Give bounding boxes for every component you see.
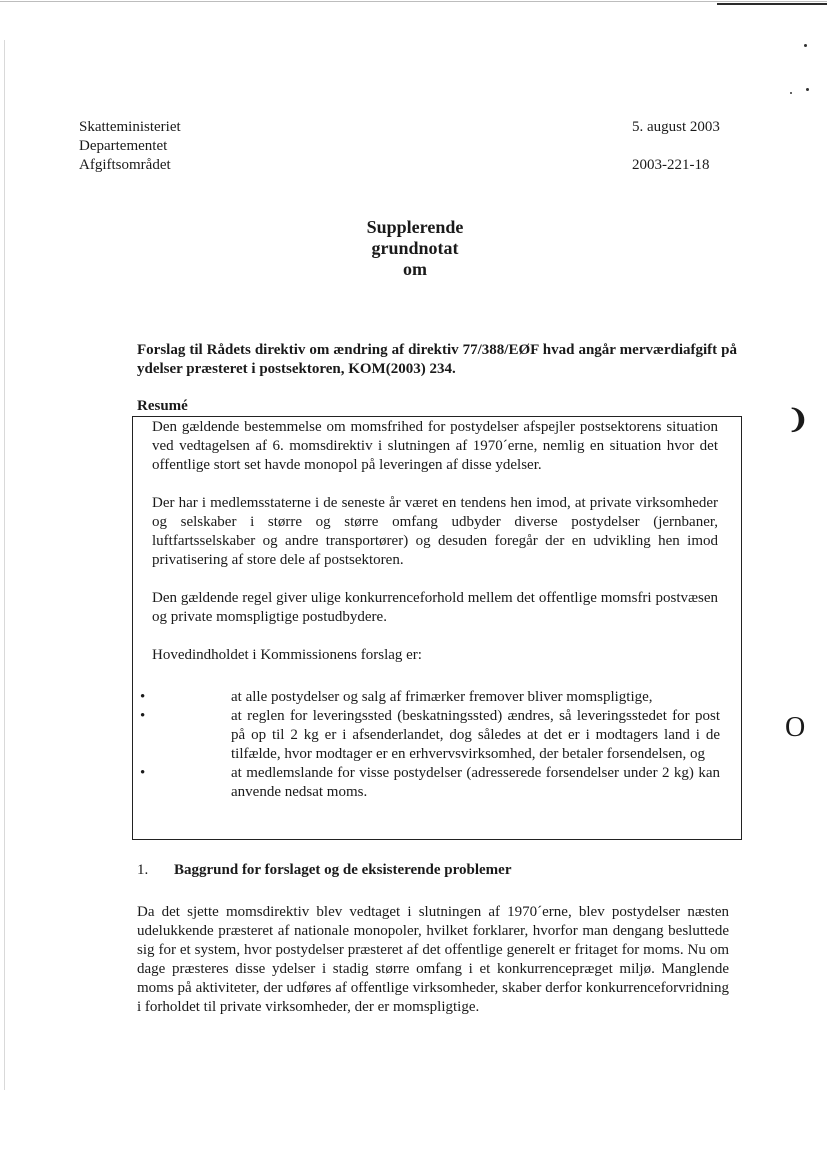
- resume-heading: Resumé: [137, 398, 188, 414]
- resume-paragraph: Den gældende regel giver ulige konkurrenceforhold mellem det offentlige momsfri postvæsen og private momspligtige postudbydere.: [152, 590, 718, 625]
- title-line: om: [403, 259, 427, 279]
- scan-edge-mark: [717, 3, 827, 5]
- handwritten-margin-mark: O: [785, 712, 806, 743]
- scan-edge-top: [0, 1, 827, 2]
- department-name: Departementet: [79, 138, 168, 154]
- handwritten-margin-mark: ❩: [787, 405, 809, 434]
- document-title: [250, 217, 580, 280]
- list-item: [140, 707, 720, 764]
- proposal-bullet-list: [140, 688, 720, 802]
- bullet-icon: •: [140, 765, 146, 781]
- bullet-icon: •: [140, 708, 146, 724]
- resume-paragraph: Hovedindholdet i Kommissionens forslag er:: [152, 647, 422, 663]
- section-title: Baggrund for forslaget og de eksisterende problemer: [174, 862, 512, 878]
- area-name: Afgiftsområdet: [79, 157, 171, 173]
- scan-speck: [790, 92, 792, 94]
- title-line: grundnotat: [371, 238, 459, 258]
- section-heading: [137, 862, 511, 879]
- list-item: [140, 764, 720, 802]
- resume-paragraph: Den gældende bestemmelse om momsfrihed for postydelser afspejler postsektorens situation ved vedtagelsen af 6. momsdirektiv i slutningen af 1970´erne, nemlig en situation hvor det offentlige stort set havde monopol på leveringen af disse ydelser.: [152, 419, 718, 473]
- bullet-text: at alle postydelser og salg af frimærker fremover bliver momspligtige,: [231, 689, 653, 705]
- bullet-icon: •: [140, 689, 146, 705]
- resume-paragraph: Der har i medlemsstaterne i de seneste år været en tendens hen imod, at private virksomheder og selskaber i større og større omfang udbyder diverse postydelser (jernbaner, luftfartsselskaber og andre transportører) og desuden foregår der en udvikling hen imod privatisering af store dele af postsektoren.: [152, 495, 718, 568]
- document-date: 5. august 2003: [632, 119, 720, 135]
- ministry-name: Skatteministeriet: [79, 119, 181, 135]
- scan-edge-left: [4, 40, 5, 1090]
- document-reference: 2003-221-18: [632, 157, 710, 173]
- list-item: [140, 688, 720, 707]
- bullet-text: at reglen for leveringssted (beskatningssted) ændres, så leveringsstedet for post på op til 2 kg er i afsenderlandet, dog således at det er i modtagers land i de tilfælde, hvor modtager er en erhvervsvirksomhed, der betaler forsendelsen, og: [231, 708, 720, 762]
- date-reference-block: [632, 118, 720, 175]
- bullet-text: at medlemslande for visse postydelser (adresserede forsendelser under 2 kg) kan anvende nedsat moms.: [231, 765, 720, 800]
- scan-speck: [804, 44, 807, 47]
- section-number: 1.: [137, 862, 149, 878]
- title-line: Supplerende: [366, 217, 464, 237]
- subject-line: Forslag til Rådets direktiv om ændring af direktiv 77/388/EØF hvad angår merværdiafgift på ydelser præsteret i postsektoren, KOM(2003) 234.: [137, 342, 737, 377]
- body-paragraph: Da det sjette momsdirektiv blev vedtaget i slutningen af 1970´erne, blev postydelser næsten udelukkende præsteret af nationale monopoler, hvilket forklarer, hvorfor man dengang besluttede sig for et system, hvor postydelser præsteret af det offentlige generelt er fritaget for moms. Nu om dage præsteres disse ydelser i stadig større omfang i et konkurrencepræget miljø. Manglende moms på aktiviteter, der udføres af offentlige virksomheder, skaber derfor konkurrenceforvridning i forholdet til private virksomheder, der er momspligtige.: [137, 904, 729, 1015]
- resume-content: [152, 418, 718, 665]
- scan-speck: [806, 88, 809, 91]
- sender-block: [79, 118, 181, 175]
